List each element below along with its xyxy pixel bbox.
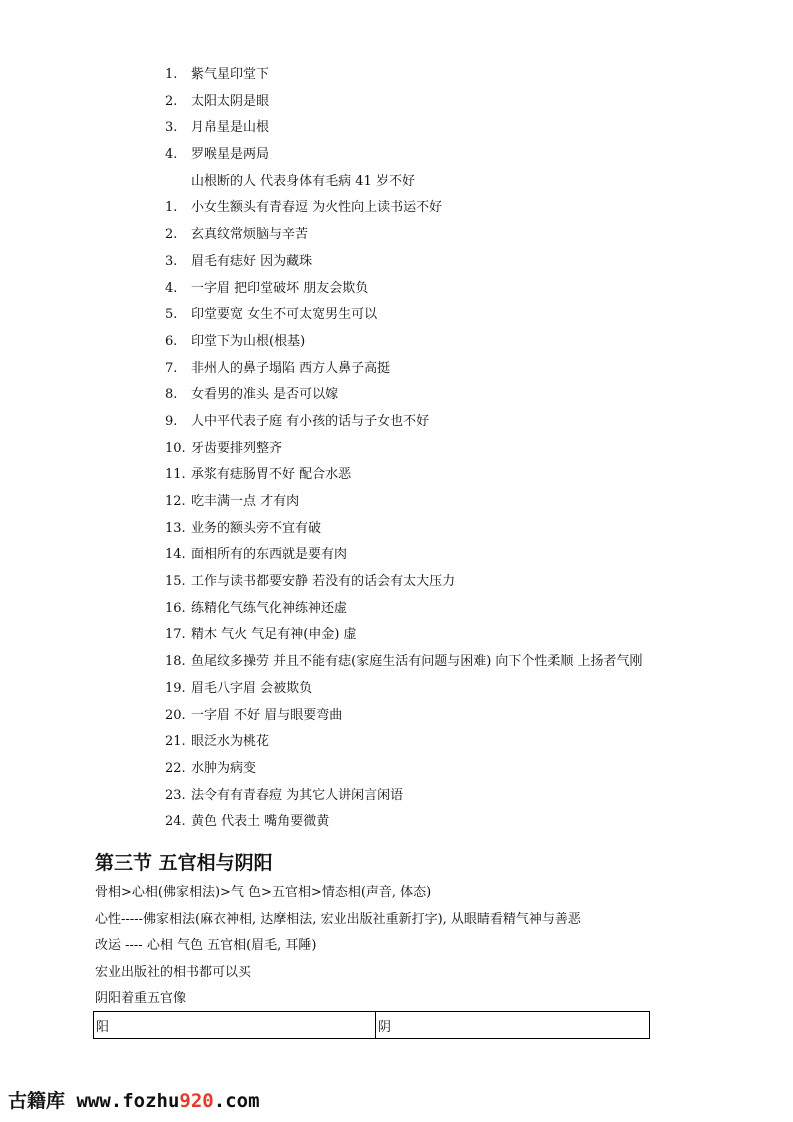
item-text: 牙齿要排列整齐: [191, 440, 283, 456]
list-item: [165, 115, 643, 142]
list-item: [165, 356, 643, 383]
item-number: 16.: [165, 600, 186, 616]
site-name: 古籍库: [8, 1090, 66, 1112]
item-text: 太阳太阴是眼: [191, 93, 270, 109]
table-cell-yin: 阴: [376, 1012, 650, 1039]
item-number: 2.: [165, 93, 178, 109]
list-item: [165, 622, 643, 649]
list-item: [165, 809, 643, 836]
item-number: 5.: [165, 307, 178, 323]
table-row: [94, 1012, 650, 1039]
item-text: 承浆有痣肠胃不好 配合水恶: [191, 467, 352, 483]
item-number: 3.: [165, 120, 178, 136]
url-highlight: 920: [179, 1090, 214, 1112]
item-number: 12.: [165, 494, 186, 509]
item-text: 小女生额头有青春逗 为火性向上读书运不好: [191, 200, 443, 216]
list-item: [165, 703, 643, 730]
item-number: 11.: [165, 467, 186, 483]
list-item: [165, 382, 643, 409]
list-item: [165, 756, 643, 783]
yin-yang-table: [93, 1011, 650, 1039]
list-item: [165, 569, 643, 596]
item-text: 法令有有青春痘 为其它人讲闲言闲语: [191, 787, 404, 803]
list-item: [165, 783, 643, 810]
item-text: 眉毛有痣好 因为藏珠: [191, 253, 313, 269]
item-number: 4.: [165, 280, 178, 296]
url-suffix: .com: [213, 1090, 260, 1112]
item-number: 2.: [165, 227, 178, 243]
item-text: 眉毛八字眉 会被欺负: [191, 680, 313, 696]
list-item: [165, 329, 643, 356]
list-item: [165, 649, 643, 676]
item-text: 黄色 代表土 嘴角要微黄: [191, 814, 330, 830]
item-number: 24.: [165, 814, 186, 830]
item-text: 精木 气火 气足有神(申金) 虚: [191, 627, 357, 643]
paragraph-line: 骨相>心相(佛家相法)>气 色>五官相>情态相(声音, 体态): [95, 885, 432, 900]
item-number: 10.: [165, 440, 186, 456]
item-number: 23.: [165, 787, 186, 803]
item-number: 7.: [165, 360, 178, 376]
list-item: [165, 729, 643, 756]
item-text: 月帛星是山根: [191, 120, 270, 136]
list-item: [165, 676, 643, 703]
item-number: 21.: [165, 734, 186, 750]
item-text: 水肿为病变: [191, 760, 257, 776]
item-number: 13.: [165, 520, 186, 536]
item-number: 20.: [165, 707, 186, 723]
item-text: 女看男的准头 是否可以嫁: [191, 387, 339, 403]
table-cell-yang: 阳: [94, 1012, 376, 1039]
item-text: 业务的额头旁不宜有破: [191, 520, 322, 536]
item-number: 15.: [165, 574, 186, 590]
item-text: 工作与读书都要安静 若没有的话会有太大压力: [191, 574, 456, 590]
item-text: 鱼尾纹多操劳 并且不能有痣(家庭生活有问题与困难) 向下个性柔顺 上扬者气刚: [191, 654, 643, 670]
url-prefix: www.fozhu: [76, 1090, 180, 1112]
list-item: [165, 222, 643, 249]
numbered-list-stars: [165, 62, 643, 836]
item-number: 18.: [165, 654, 186, 670]
list-item: [165, 542, 643, 569]
item-text: 吃丰满一点 才有肉: [191, 494, 300, 509]
list-note: 山根断的人 代表身体有毛病 41 岁不好: [191, 173, 415, 189]
item-number: 17.: [165, 627, 186, 643]
item-number: 14.: [165, 547, 186, 563]
list-item: [165, 462, 643, 489]
footer-watermark: [8, 1086, 260, 1113]
item-number: 8.: [165, 387, 178, 403]
paragraph-line: 心性-----佛家相法(麻衣神相, 达摩相法, 宏业出版社重新打字), 从眼睛看精气神与善恶: [95, 911, 581, 927]
item-text: 印堂下为山根(根基): [191, 333, 306, 349]
paragraph-line: 改运 ---- 心相 气色 五官相(眉毛, 耳陲): [95, 938, 317, 953]
paragraph-line: 阴阳着重五官像: [95, 991, 187, 1006]
item-text: 练精化气练气化神练神还虚: [191, 600, 348, 616]
list-item: [165, 596, 643, 623]
list-item: [165, 302, 643, 329]
list-item: [165, 489, 643, 516]
item-number: 19.: [165, 680, 186, 696]
item-number: 22.: [165, 760, 186, 776]
item-text: 紫气星印堂下: [191, 67, 270, 82]
list-item: [165, 89, 643, 116]
item-number: 4.: [165, 147, 178, 163]
item-text: 一字眉 不好 眉与眼要弯曲: [191, 707, 343, 723]
item-number: 9.: [165, 413, 178, 429]
item-text: 印堂要宽 女生不可太宽男生可以: [191, 307, 378, 323]
list-item: [165, 195, 643, 222]
item-text: 非州人的鼻子塌陷 西方人鼻子高挺: [191, 360, 391, 376]
list-item: [165, 276, 643, 303]
paragraph-line: 宏业出版社的相书都可以买: [95, 964, 252, 980]
item-text: 面相所有的东西就是要有肉: [191, 547, 348, 563]
section-wuguan-yinyang: [95, 846, 581, 1013]
item-number: 6.: [165, 333, 178, 349]
item-text: 眼泛水为桃花: [191, 734, 270, 750]
section-heading: 第三节 五官相与阴阳: [95, 852, 273, 874]
item-text: 一字眉 把印堂破坏 朋友会欺负: [191, 280, 369, 296]
list-item: [165, 249, 643, 276]
item-text: 玄真纹常烦脑与辛苦: [191, 227, 309, 243]
item-text: 人中平代表子庭 有小孩的话与子女也不好: [191, 413, 430, 429]
list-item: [165, 516, 643, 543]
site-url: [76, 1090, 259, 1112]
list-item: [165, 62, 643, 89]
list-item: [165, 436, 643, 463]
item-number: 1.: [165, 67, 178, 82]
item-number: 1.: [165, 200, 178, 216]
list-item: [165, 409, 643, 436]
item-text: 罗喉星是两局: [191, 147, 270, 163]
item-number: 3.: [165, 253, 178, 269]
list-item: [165, 142, 643, 169]
